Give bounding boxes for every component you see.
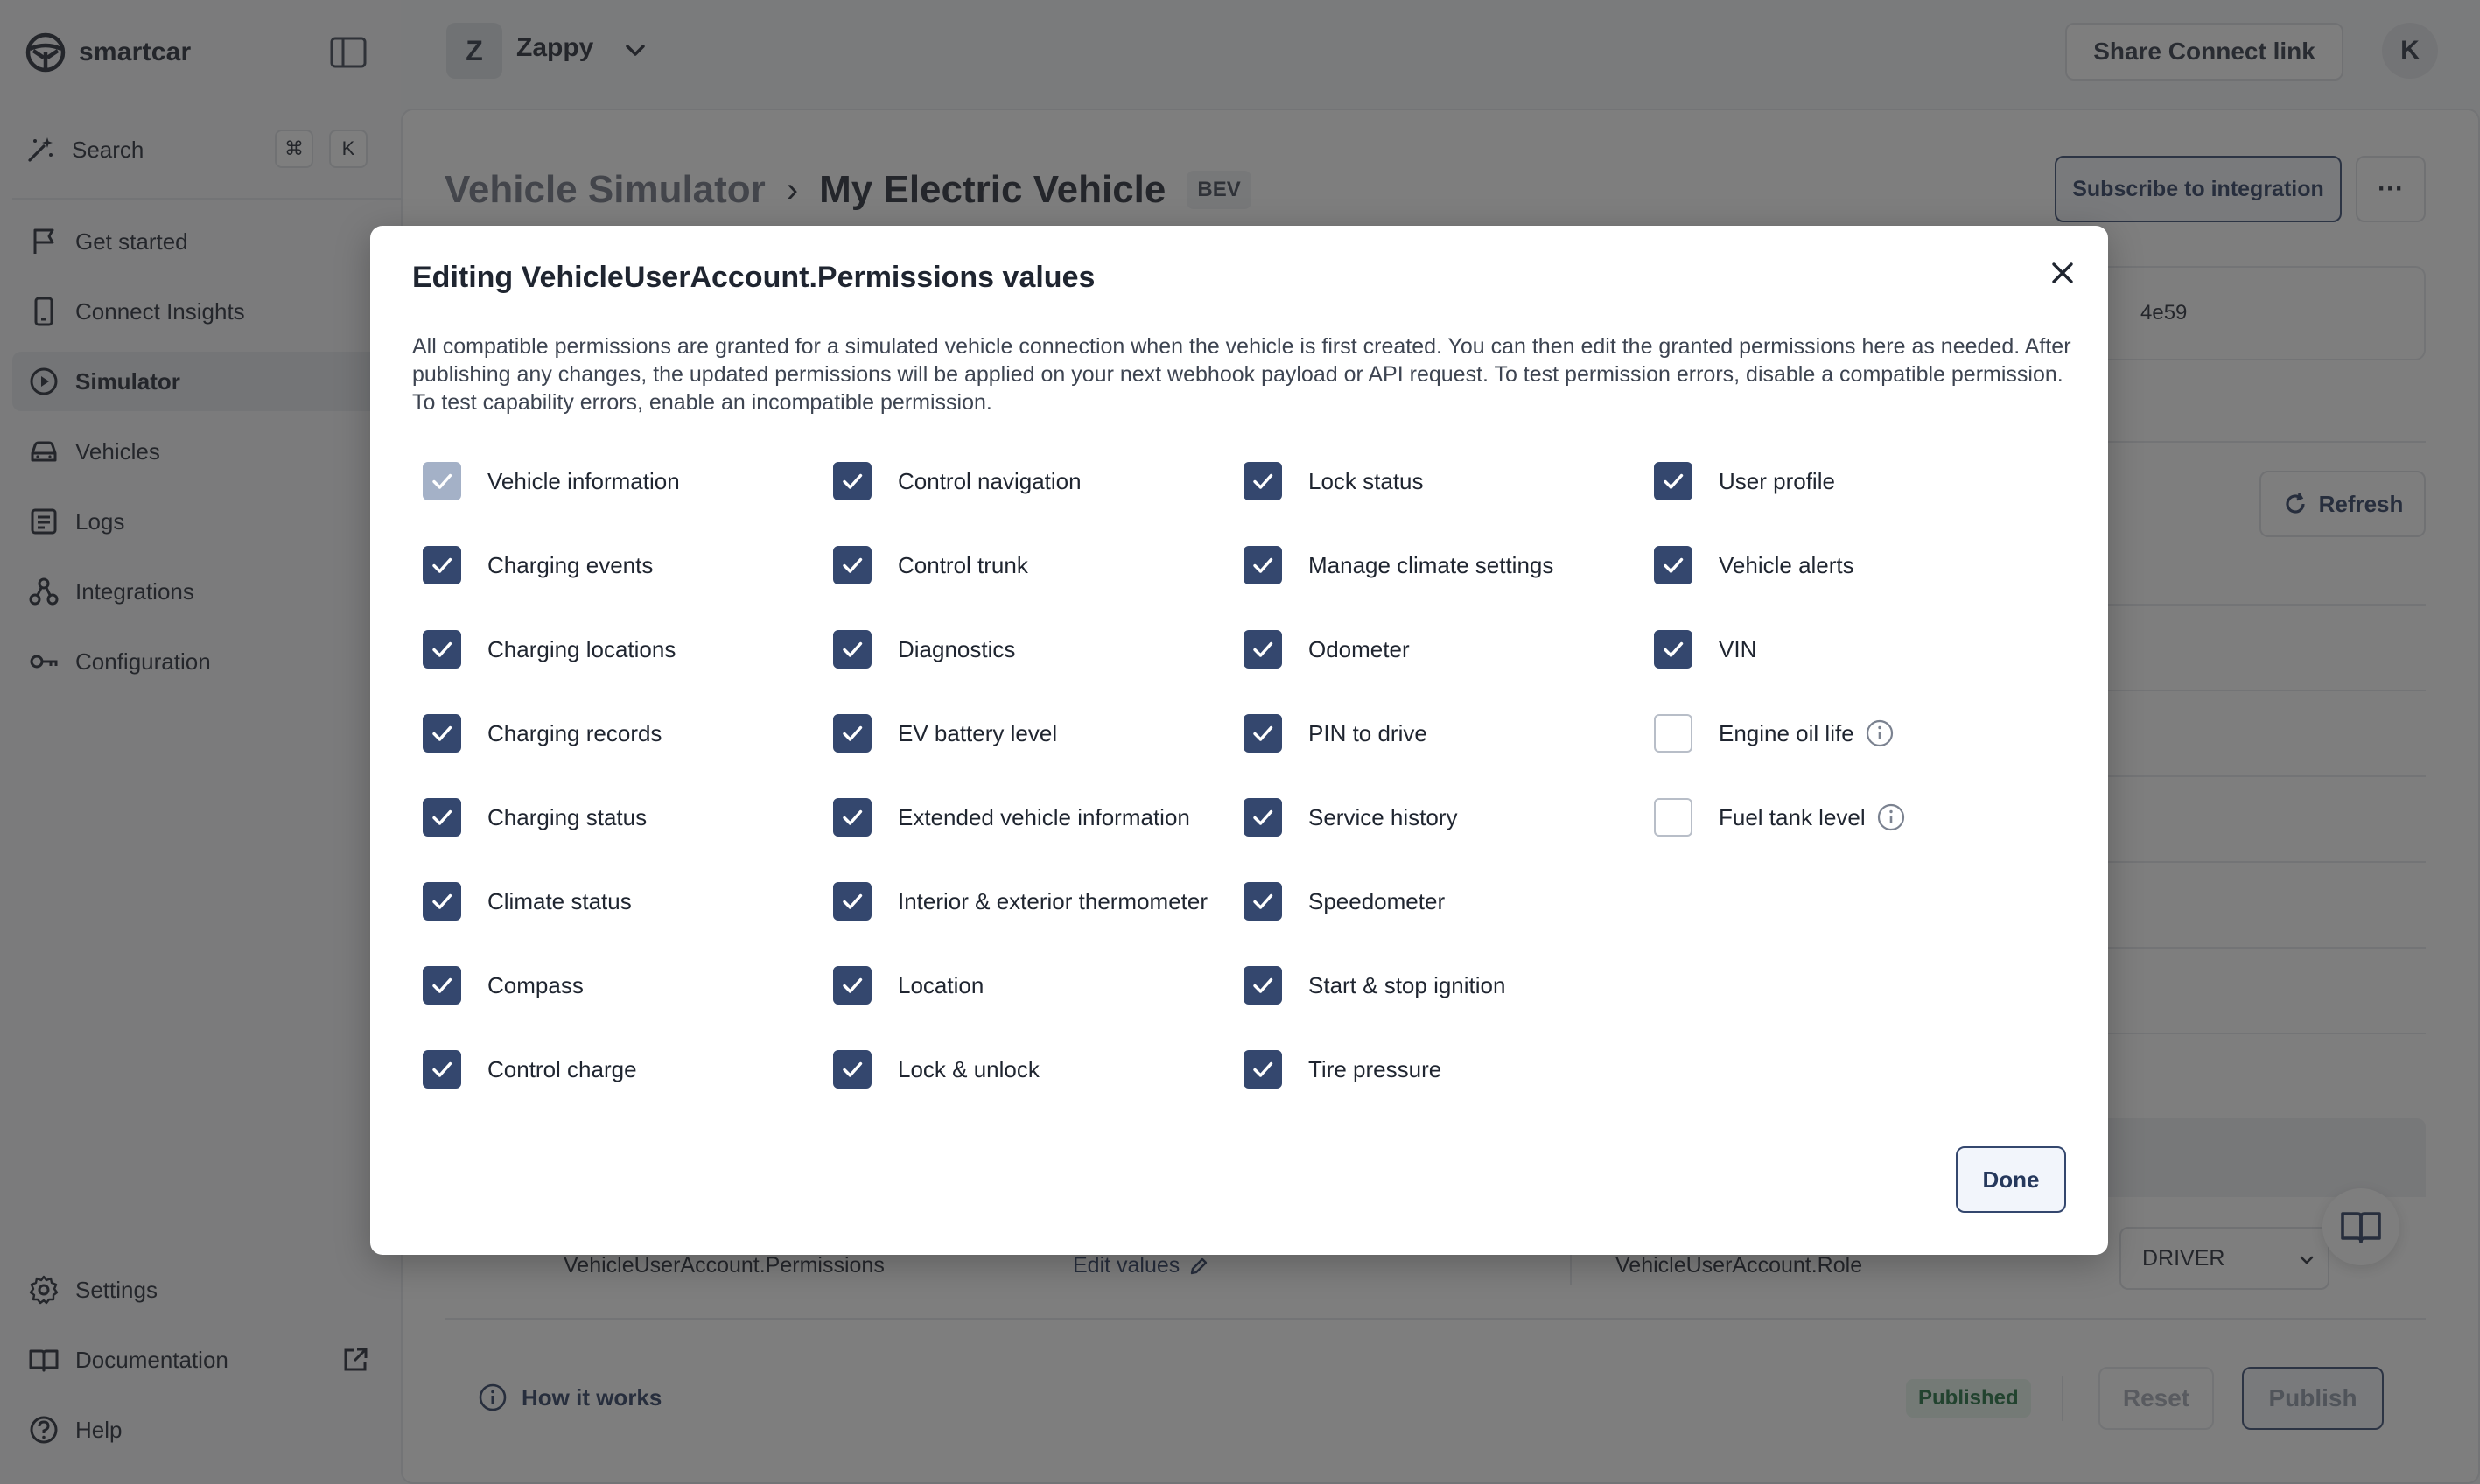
check-icon — [839, 1056, 865, 1082]
permission-label[interactable]: Compass — [487, 971, 584, 998]
permission-label[interactable]: Vehicle alerts — [1719, 551, 1854, 578]
permission-checkbox[interactable] — [833, 546, 872, 584]
modal-title: Editing VehicleUserAccount.Permissions values — [412, 261, 1096, 294]
check-icon — [429, 720, 455, 746]
permission-checkbox[interactable] — [423, 966, 461, 1004]
check-icon — [839, 636, 865, 662]
permission-checkbox[interactable] — [833, 462, 872, 500]
permission-item — [833, 1050, 1244, 1088]
permission-item — [833, 882, 1244, 920]
permission-item — [833, 714, 1244, 752]
check-icon — [429, 972, 455, 998]
permission-label[interactable]: Charging events — [487, 551, 654, 578]
permission-checkbox[interactable] — [1654, 462, 1692, 500]
permission-checkbox[interactable] — [1654, 546, 1692, 584]
permission-item — [1244, 546, 1654, 584]
permission-item — [423, 714, 833, 752]
check-icon — [1250, 552, 1276, 578]
permission-item — [423, 1050, 833, 1088]
permission-label[interactable]: Speedometer — [1308, 887, 1446, 914]
permission-checkbox[interactable] — [833, 714, 872, 752]
permission-label[interactable]: Charging records — [487, 719, 662, 746]
permission-item — [1654, 546, 2064, 584]
permission-checkbox[interactable] — [1244, 462, 1282, 500]
permission-checkbox[interactable] — [423, 630, 461, 668]
permission-label[interactable]: Odometer — [1308, 635, 1410, 662]
permission-item — [833, 798, 1244, 836]
permission-label[interactable]: PIN to drive — [1308, 719, 1427, 746]
permission-label[interactable]: Service history — [1308, 803, 1458, 830]
permission-label[interactable]: Control trunk — [898, 551, 1028, 578]
check-icon — [429, 468, 455, 494]
permission-label[interactable]: Charging locations — [487, 635, 676, 662]
close-icon — [2049, 260, 2076, 286]
check-icon — [1660, 636, 1686, 662]
permission-label[interactable]: Climate status — [487, 887, 632, 914]
permission-checkbox[interactable] — [423, 798, 461, 836]
permission-item — [423, 630, 833, 668]
permission-checkbox[interactable] — [1244, 546, 1282, 584]
permission-item — [833, 630, 1244, 668]
permission-item — [833, 546, 1244, 584]
permission-checkbox[interactable] — [833, 1050, 872, 1088]
check-icon — [839, 972, 865, 998]
permission-checkbox[interactable] — [1654, 798, 1692, 836]
permission-item — [1654, 798, 2064, 836]
permission-label[interactable]: Engine oil life — [1719, 719, 1854, 746]
permissions-grid — [423, 462, 2068, 1134]
check-icon — [1250, 804, 1276, 830]
permission-checkbox[interactable] — [1244, 714, 1282, 752]
check-icon — [429, 1056, 455, 1082]
permission-label[interactable]: Control navigation — [898, 467, 1082, 494]
permission-item — [1244, 882, 1654, 920]
permission-label[interactable]: EV battery level — [898, 719, 1058, 746]
permission-item — [1244, 630, 1654, 668]
check-icon — [839, 552, 865, 578]
permission-checkbox[interactable] — [423, 1050, 461, 1088]
check-icon — [429, 552, 455, 578]
check-icon — [1660, 468, 1686, 494]
permission-label[interactable]: Interior & exterior thermometer — [898, 887, 1208, 914]
check-icon — [429, 636, 455, 662]
check-icon — [839, 468, 865, 494]
check-icon — [1250, 888, 1276, 914]
permission-item — [1244, 462, 1654, 500]
permission-checkbox — [423, 462, 461, 500]
permission-label[interactable]: Extended vehicle information — [898, 803, 1190, 830]
permission-checkbox[interactable] — [833, 966, 872, 1004]
permission-checkbox[interactable] — [1244, 798, 1282, 836]
permission-checkbox[interactable] — [423, 546, 461, 584]
permission-label[interactable]: User profile — [1719, 467, 1835, 494]
info-icon[interactable] — [1876, 802, 1906, 832]
permission-item — [1244, 714, 1654, 752]
permission-item — [1244, 798, 1654, 836]
permission-label[interactable]: Fuel tank level — [1719, 803, 1866, 830]
permission-checkbox[interactable] — [833, 798, 872, 836]
close-button[interactable] — [2043, 254, 2082, 292]
permission-checkbox[interactable] — [1654, 714, 1692, 752]
check-icon — [839, 804, 865, 830]
permission-checkbox[interactable] — [423, 714, 461, 752]
check-icon — [429, 888, 455, 914]
permission-item — [423, 462, 833, 500]
permission-checkbox[interactable] — [833, 630, 872, 668]
permission-label[interactable]: Control charge — [487, 1055, 637, 1082]
permission-item — [423, 882, 833, 920]
permission-checkbox[interactable] — [423, 882, 461, 920]
permission-checkbox[interactable] — [1654, 630, 1692, 668]
permission-item — [1244, 966, 1654, 1004]
permission-item — [1654, 462, 2064, 500]
permission-checkbox[interactable] — [1244, 630, 1282, 668]
permission-label[interactable]: Diagnostics — [898, 635, 1016, 662]
permission-label[interactable]: Lock status — [1308, 467, 1424, 494]
permission-label[interactable]: Location — [898, 971, 984, 998]
permission-label[interactable]: Manage climate settings — [1308, 551, 1554, 578]
check-icon — [1250, 636, 1276, 662]
permission-label[interactable]: Tire pressure — [1308, 1055, 1442, 1082]
permission-item — [1244, 1050, 1654, 1088]
check-icon — [839, 720, 865, 746]
info-icon[interactable] — [1865, 718, 1895, 748]
check-icon — [1250, 468, 1276, 494]
permission-checkbox[interactable] — [833, 882, 872, 920]
check-icon — [1250, 720, 1276, 746]
permission-item — [423, 966, 833, 1004]
permission-item — [1654, 630, 2064, 668]
permission-item — [423, 798, 833, 836]
permissions-modal — [370, 226, 2108, 1255]
permission-label[interactable]: Charging status — [487, 803, 648, 830]
permission-checkbox[interactable] — [1244, 1050, 1282, 1088]
check-icon — [1660, 552, 1686, 578]
permission-checkbox[interactable] — [1244, 966, 1282, 1004]
check-icon — [1250, 1056, 1276, 1082]
permission-label[interactable]: VIN — [1719, 635, 1757, 662]
permission-label[interactable]: Lock & unlock — [898, 1055, 1040, 1082]
permission-item — [1654, 714, 2064, 752]
check-icon — [839, 888, 865, 914]
check-icon — [429, 804, 455, 830]
done-button[interactable]: Done — [1956, 1146, 2066, 1213]
modal-description: All compatible permissions are granted for a simulated vehicle connection when the vehicle is first created. You can then edit the granted permissions here as needed. After publishing any changes, the updated permissions will be applied on your next webhook payload or API request. To test permission errors, disable a compatible permission. To test capability errors, enable an incompatible permission. — [412, 334, 2071, 415]
permission-checkbox[interactable] — [1244, 882, 1282, 920]
check-icon — [1250, 972, 1276, 998]
permission-label[interactable]: Vehicle information — [487, 467, 680, 494]
permission-item — [833, 966, 1244, 1004]
permission-item — [423, 546, 833, 584]
permission-item — [833, 462, 1244, 500]
permission-label[interactable]: Start & stop ignition — [1308, 971, 1506, 998]
